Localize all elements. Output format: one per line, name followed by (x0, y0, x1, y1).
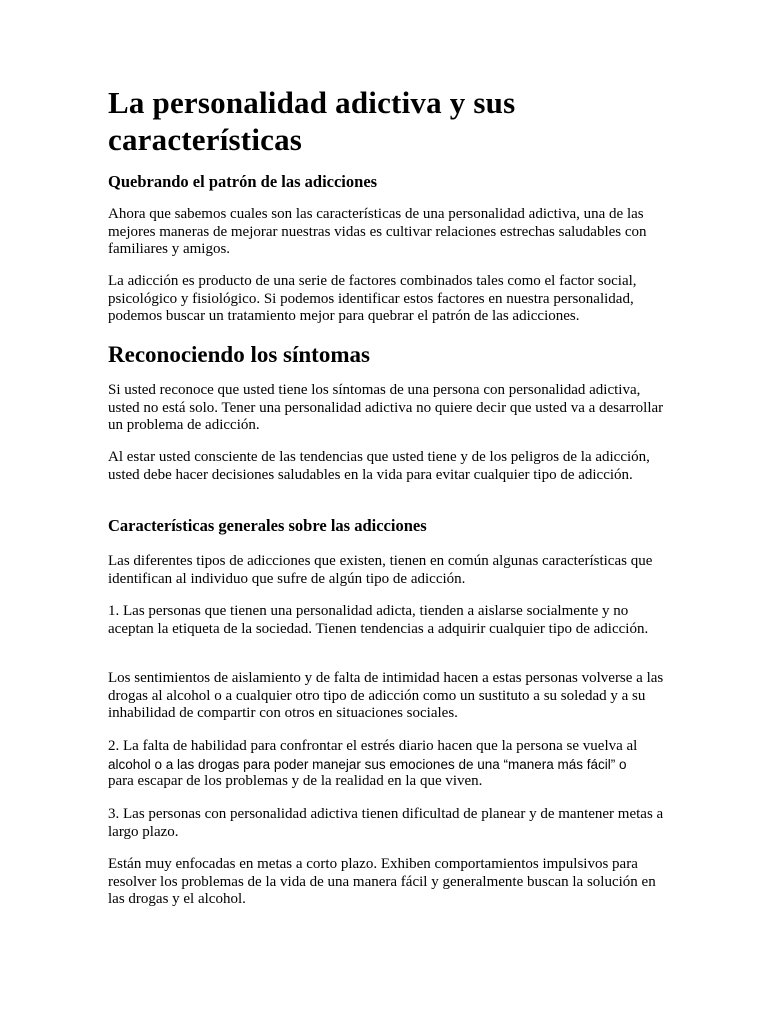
paragraph-quebrando-1: Ahora que sabemos cuales son las características de una personalidad adictiva, una de las mejores maneras de mejorar nuestras vidas es cultivar relaciones estrechas saludables con familiares y amigos. (108, 206, 647, 257)
heading-reconociendo: Reconociendo los síntomas (108, 342, 370, 367)
paragraph-caracteristicas-intro: Las diferentes tipos de adicciones que existen, tienen en común algunas características que identifican al individuo que sufre de algún tipo de adicción. (108, 553, 653, 587)
paragraph-reconociendo-2: Al estar usted consciente de las tendencias que usted tiene y de los peligros de la adicción, usted debe hacer decisiones saludables en la vida para evitar cualquier tipo de adicción. (108, 449, 650, 483)
heading-caracteristicas: Características generales sobre las adicciones (108, 516, 427, 535)
heading-quebrando: Quebrando el patrón de las adicciones (108, 172, 378, 191)
paragraph-item-1-follow: Los sentimientos de aislamiento y de falta de intimidad hacen a estas personas volverse a las drogas al alcohol o a cualquier otro tipo de adicción como un sustituto a su soledad y a su inhabilidad de compartir con otros en situaciones sociales. (108, 670, 664, 721)
paragraph-reconociendo-1: Si usted reconoce que usted tiene los síntomas de una persona con personalidad adictiva, usted no está solo. Tener una personalidad adictiva no quiere decir que usted va a desarrollar un problema de adicción. (108, 382, 664, 433)
paragraph-item-3-follow: Están muy enfocadas en metas a corto plazo. Exhiben comportamientos impulsivos para resolver los problemas de la vida de una manera fácil y generalmente buscan la solución en las drogas y el alcohol. (108, 856, 656, 907)
paragraph-quebrando-2: La adicción es producto de una serie de factores combinados tales como el factor social, psicológico y fisiológico. Si podemos identificar estos factores en nuestra personalidad, podemos buscar un tratamiento mejor para quebrar el patrón de las adicciones. (108, 273, 637, 324)
list-item-2-line-3: para escapar de los problemas y de la realidad en la que viven. (108, 773, 483, 789)
list-item-2-line-2: alcohol o a las drogas para poder manejar sus emociones de una “manera más fácil” o (108, 757, 627, 772)
list-item-2-line-1: 2. La falta de habilidad para confrontar el estrés diario hacen que la persona se vuelva al (108, 738, 638, 754)
document-title: La personalidad adictiva y sus características (108, 85, 516, 157)
list-item-1: 1. Las personas que tienen una personalidad adicta, tienden a aislarse socialmente y no aceptan la etiqueta de la sociedad. Tienen tendencias a adquirir cualquier tipo de adicción. (108, 603, 649, 637)
list-item-3: 3. Las personas con personalidad adictiva tienen dificultad de planear y de mantener metas a largo plazo. (108, 806, 664, 840)
